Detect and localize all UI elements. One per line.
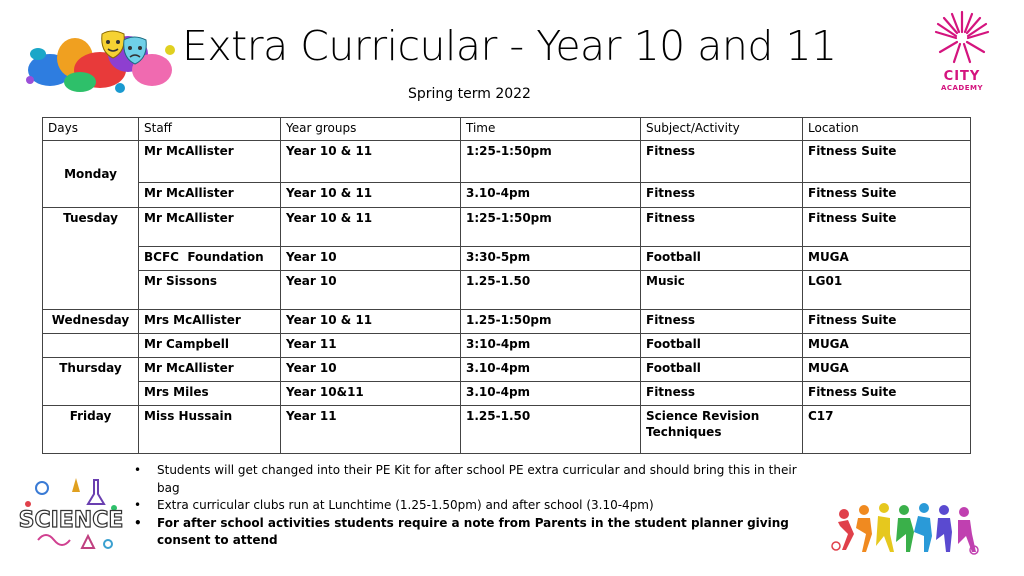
day-cell: Friday: [43, 406, 139, 454]
note-item: • Students will get changed into their PE Kit for after school PE extra curricular and should bring this in their bag: [134, 462, 814, 497]
table-row: [43, 271, 971, 310]
page-subtitle: Spring term 2022: [408, 86, 531, 102]
note-item: • For after school activities students require a note from Parents in the student planner giving consent to attend: [134, 515, 814, 550]
theatre-masks-logo: [20, 20, 180, 100]
extra-curricular-table: [42, 117, 971, 454]
header-subject-activity: Subject/Activity: [641, 118, 803, 141]
year-cell: Year 10 & 11: [281, 208, 461, 247]
staff-cell: Mr McAllister: [139, 183, 281, 208]
year-cell: Year 10: [281, 271, 461, 310]
activity-cell: Fitness: [641, 382, 803, 406]
time-cell: 1.25-1.50: [461, 406, 641, 454]
day-cell: Wednesday: [43, 310, 139, 334]
activity-cell: Football: [641, 358, 803, 382]
day-cell: Tuesday: [43, 208, 139, 310]
location-cell: Fitness Suite: [803, 183, 971, 208]
day-cell: Thursday: [43, 358, 139, 406]
location-cell: C17: [803, 406, 971, 454]
page-title: Extra Curricular - Year 10 and 11: [182, 22, 837, 70]
table-row: [43, 382, 971, 406]
staff-cell: Mr McAllister: [139, 358, 281, 382]
table-row: [43, 183, 971, 208]
staff-cell: Mr McAllister: [139, 208, 281, 247]
time-cell: 3.10-4pm: [461, 358, 641, 382]
header-staff: Staff: [139, 118, 281, 141]
location-cell: Fitness Suite: [803, 310, 971, 334]
note-item: • Extra curricular clubs run at Lunchtime (1.25-1.50pm) and after school (3.10-4pm): [134, 497, 814, 515]
year-cell: Year 10 & 11: [281, 183, 461, 208]
activity-cell: Fitness: [641, 208, 803, 247]
sports-silhouettes-icon: [830, 496, 980, 558]
time-cell: 1.25-1:50pm: [461, 310, 641, 334]
time-cell: 3:10-4pm: [461, 334, 641, 358]
header-time: Time: [461, 118, 641, 141]
location-cell: Fitness Suite: [803, 382, 971, 406]
science-doodle-icon: [16, 474, 126, 558]
activity-cell: Music: [641, 271, 803, 310]
staff-cell: Mrs McAllister: [139, 310, 281, 334]
staff-cell: Miss Hussain: [139, 406, 281, 454]
location-cell: Fitness Suite: [803, 208, 971, 247]
time-cell: 3.10-4pm: [461, 183, 641, 208]
location-cell: MUGA: [803, 247, 971, 271]
staff-cell: Mr Campbell: [139, 334, 281, 358]
staff-cell: Mrs Miles: [139, 382, 281, 406]
logo-academy-text: ACADEMY: [940, 84, 984, 92]
header-days: Days: [43, 118, 139, 141]
activity-cell: Fitness: [641, 183, 803, 208]
location-cell: Fitness Suite: [803, 141, 971, 183]
location-cell: MUGA: [803, 334, 971, 358]
day-cell: Monday: [43, 141, 139, 208]
staff-cell: Mr Sissons: [139, 271, 281, 310]
header-location: Location: [803, 118, 971, 141]
science-logo: [16, 474, 126, 558]
location-cell: MUGA: [803, 358, 971, 382]
header-year-groups: Year groups: [281, 118, 461, 141]
year-cell: Year 11: [281, 334, 461, 358]
table-header-row: [43, 118, 971, 141]
year-cell: Year 10 & 11: [281, 141, 461, 183]
table-row: [43, 334, 971, 358]
notes-list: [134, 462, 814, 550]
staff-cell: BCFC Foundation: [139, 247, 281, 271]
science-logo-text: SCIENCE: [18, 508, 124, 533]
time-cell: 1:25-1:50pm: [461, 141, 641, 183]
table-row: [43, 247, 971, 271]
activity-cell: Fitness: [641, 310, 803, 334]
activity-cell: Science Revision Techniques: [641, 406, 803, 454]
table-row: [43, 358, 971, 382]
time-cell: 1.25-1.50: [461, 271, 641, 310]
table-row: [43, 141, 971, 183]
time-cell: 1:25-1:50pm: [461, 208, 641, 247]
time-cell: 3.10-4pm: [461, 382, 641, 406]
activity-cell: Football: [641, 247, 803, 271]
year-cell: Year 10: [281, 247, 461, 271]
year-cell: Year 10&11: [281, 382, 461, 406]
year-cell: Year 10 & 11: [281, 310, 461, 334]
location-cell: LG01: [803, 271, 971, 310]
year-cell: Year 10: [281, 358, 461, 382]
city-academy-logo: [924, 70, 1000, 93]
activity-cell: Football: [641, 334, 803, 358]
staff-cell: Mr McAllister: [139, 141, 281, 183]
time-cell: 3:30-5pm: [461, 247, 641, 271]
table-row: [43, 310, 971, 334]
table-row: [43, 406, 971, 454]
year-cell: Year 11: [281, 406, 461, 454]
logo-city-text: CITY: [943, 69, 981, 84]
day-cell: [43, 334, 139, 358]
table-row: [43, 208, 971, 247]
activity-cell: Fitness: [641, 141, 803, 183]
